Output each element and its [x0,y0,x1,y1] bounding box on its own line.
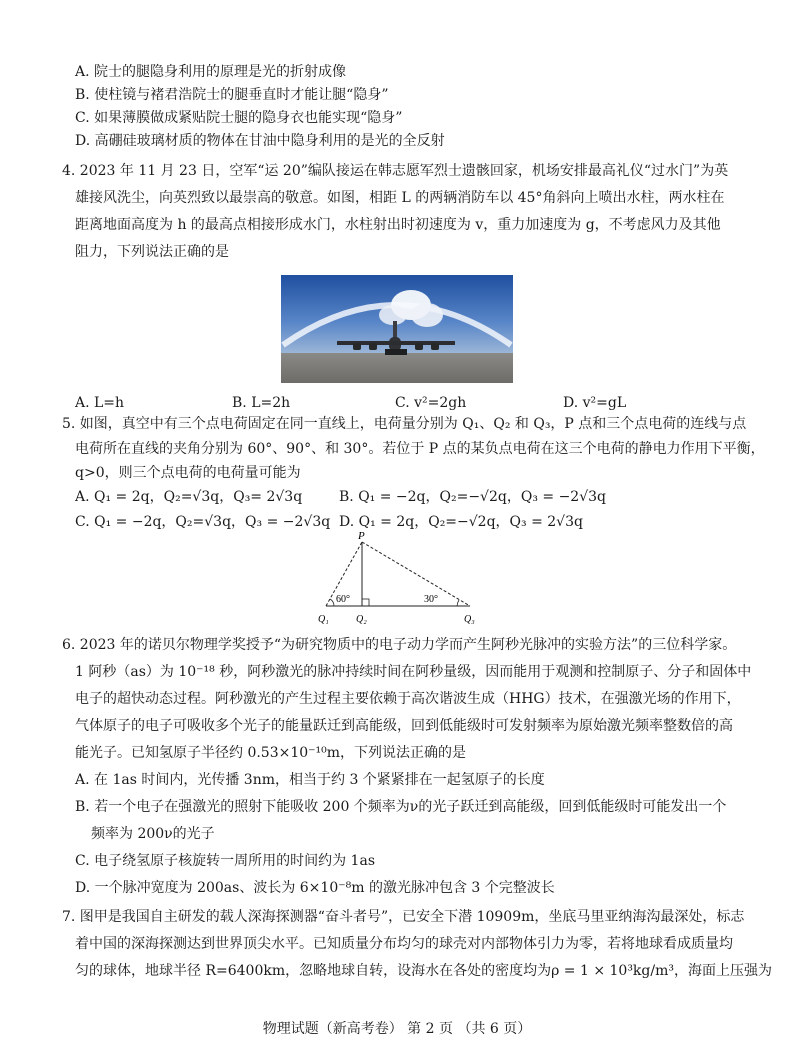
q4-stem-line-2: 雄接风洗尘，向英烈致以最崇高的敬意。如图，相距 L 的两辆消防车以 45°角斜向上喷出水柱，两水柱在 [75,190,725,206]
q6-stem-line-2: 1 阿秒（as）为 10⁻¹⁸ 秒，阿秒激光的脉冲持续时间在阿秒量级，因而能用于观测和控制原子、分子和固体中 [75,664,752,680]
label-q2: Q₂ [356,614,367,625]
q3-option-a: A. 院士的腿隐身利用的原理是光的折射成像 [75,64,347,80]
q4-option-d: D. v²=gL [563,395,627,411]
q4-stem-line-3: 距离地面高度为 h 的最高点相接形成水门，水柱射出时初速度为 v，重力加速度为 g，不考虑风力及其他 [75,217,721,233]
q5-stem-line-2: 电荷所在直线的夹角分别为 60°、90°、和 30°。若位于 P 点的某负点电荷在这三个电荷的静电力作用下平衡， [75,441,765,457]
q5-option-d: D. Q₁ = 2q，Q₂=−√2q，Q₃ = 2√3q [339,514,583,530]
q6-stem-line-1: 6. 2023 年的诺贝尔物理学奖授予“为研究物质中的电子动力学而产生阿秒光脉冲的实验方法”的三位科学家。 [62,637,737,653]
q6-option-c: C. 电子绕氢原子核旋转一周所用的时间约为 1as [75,853,376,869]
label-q3: Q₃ [464,614,475,625]
q7-stem-line-3: 匀的球体，地球半径 R=6400km，忽略地球自转，设海水在各处的密度均为ρ = 1 × 10³kg/m³，海面上压强为 [75,963,772,979]
q6-stem-line-4: 气体原子的电子可吸收多个光子的能量跃迁到高能级，回到低能级时可发射频率为原始激光频率整数倍的高 [75,718,733,734]
q5-option-c: C. Q₁ = −2q，Q₂=√3q，Q₃ = −2√3q [75,514,331,530]
q4-stem-line-1: 4. 2023 年 11 月 23 日，空军“运 20”编队接运在韩志愿军烈士遗骸回家，机场安排最高礼仪“过水门”为英 [62,163,729,179]
q3-option-b: B. 使柱镜与褚君浩院士的腿垂直时才能让腿“隐身” [75,87,389,103]
q4-option-a: A. L=h [75,395,125,411]
q6-option-b-line-1: B. 若一个电子在强激光的照射下能吸收 200 个频率为ν的光子跃迁到高能级，回到低能级时可能发出一个 [75,799,727,815]
q5-stem-line-1: 5. 如图，真空中有三个点电荷固定在同一直线上，电荷量分别为 Q₁、Q₂ 和 Q₃，P 点和三个点电荷的连线与点 [62,416,747,432]
q6-stem-line-3: 电子的超快动态过程。阿秒激光的产生过程主要依赖于高次谐波生成（HHG）技术，在强激光场的作用下， [75,691,741,707]
q6-option-a: A. 在 1as 时间内，光传播 3nm，相当于约 3 个紧紧排在一起氢原子的长度 [75,772,545,788]
q6-stem-line-5: 能光子。已知氢原子半径约 0.53×10⁻¹⁰m，下列说法正确的是 [75,745,467,761]
charge-triangle-figure [312,530,492,632]
q4-option-b: B. L=2h [232,395,291,411]
page-footer: 物理试题（新高考卷） 第 2 页 （共 6 页） [262,1021,532,1037]
water-gate-aircraft-photo [281,275,513,383]
angle-60-label: 60° [336,594,350,605]
q5-option-b: B. Q₁ = −2q，Q₂=−√2q，Q₃ = −2√3q [339,489,606,505]
q3-option-d: D. 高硼硅玻璃材质的物体在甘油中隐身利用的是光的全反射 [75,133,445,149]
q5-option-a: A. Q₁ = 2q，Q₂=√3q，Q₃= 2√3q [75,489,303,505]
label-q1: Q₁ [318,614,329,625]
q4-stem-line-4: 阻力，下列说法正确的是 [75,244,229,260]
angle-30-label: 30° [424,594,438,605]
q7-stem-line-1: 7. 图甲是我国自主研发的载人深海探测器“奋斗者号”，已安全下潜 10909m，坐底马里亚纳海沟最深处，标志 [62,909,745,925]
q3-option-c: C. 如果薄膜做成紧贴院士腿的隐身衣也能实现“隐身” [75,110,403,126]
q6-option-b-line-2: 频率为 200ν的光子 [91,826,215,842]
label-p: P [358,530,365,542]
q5-stem-line-3: q>0，则三个点电荷的电荷量可能为 [75,465,301,481]
q7-stem-line-2: 着中国的深海探测达到世界顶尖水平。已知质量分布均匀的球壳对内部物体引力为零，若将地球看成质量均 [75,936,733,952]
q6-option-d: D. 一个脉冲宽度为 200as、波长为 6×10⁻⁸m 的激光脉冲包含 3 个完整波长 [75,880,555,896]
q4-option-c: C. v²=2gh [395,395,467,411]
